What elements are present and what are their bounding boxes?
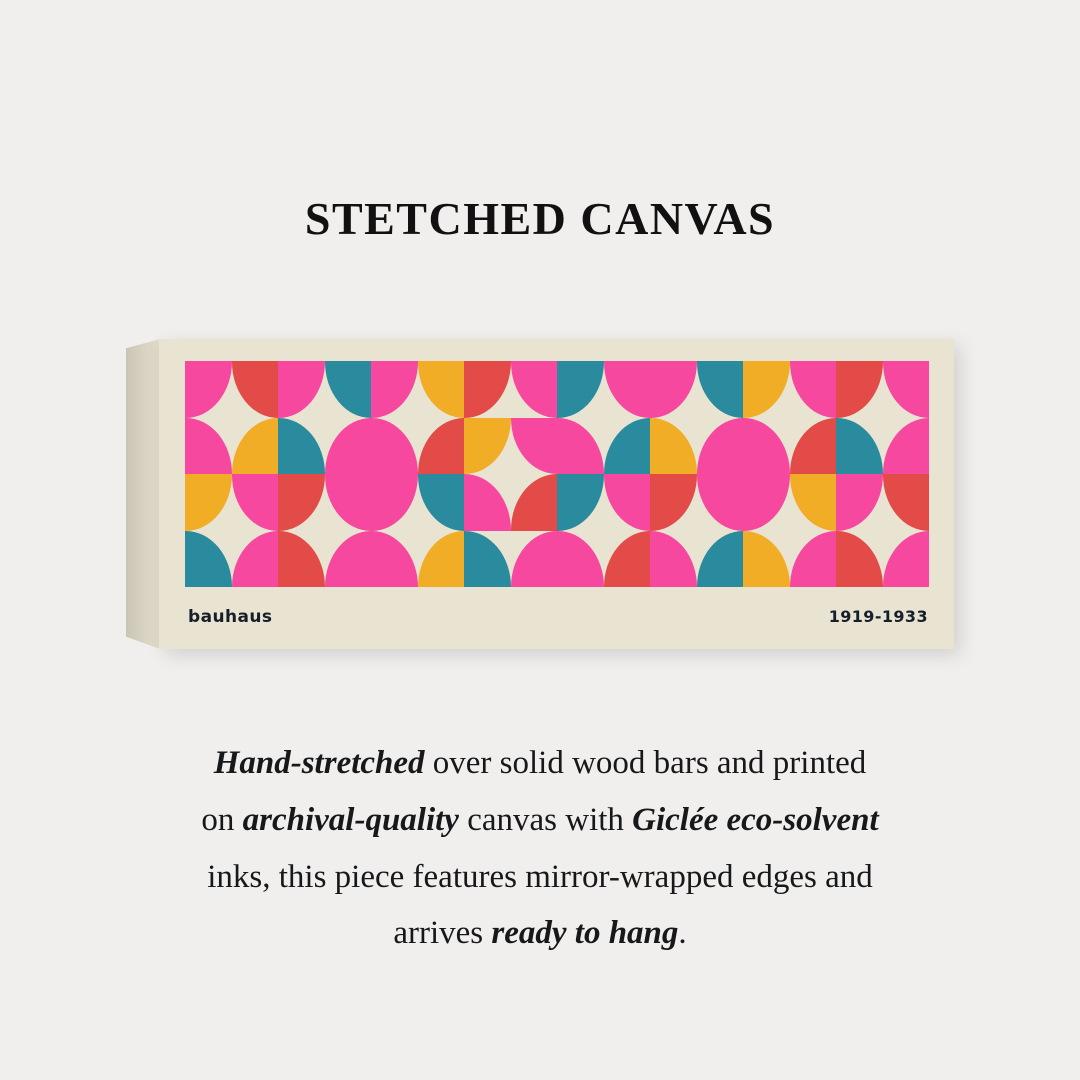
pattern-shape	[511, 361, 558, 418]
pattern-tile	[325, 474, 372, 531]
pattern-tile	[604, 531, 651, 588]
pattern-shape	[325, 531, 372, 588]
pattern-tile	[511, 531, 558, 588]
pattern-tile	[697, 474, 744, 531]
pattern-shape	[278, 474, 325, 531]
description-line2-a: on	[201, 801, 243, 838]
pattern-shape	[325, 418, 372, 475]
pattern-tile	[604, 474, 651, 531]
years-label: 1919-1933	[828, 607, 928, 626]
pattern-tile	[836, 361, 883, 418]
pattern-tile	[697, 418, 744, 475]
pattern-shape	[464, 361, 511, 418]
pattern-tile	[883, 531, 930, 588]
pattern-tile	[511, 361, 558, 418]
pattern-shape	[418, 531, 465, 588]
pattern-shape	[743, 418, 790, 475]
pattern-shape	[650, 418, 697, 475]
pattern-tile	[743, 474, 790, 531]
pattern-tile	[232, 531, 279, 588]
pattern-tile	[743, 418, 790, 475]
pattern-shape	[557, 418, 604, 475]
pattern-tile	[557, 418, 604, 475]
pattern-shape	[325, 361, 372, 418]
pattern-tile	[557, 474, 604, 531]
pattern-tile	[790, 531, 837, 588]
pattern-tile	[883, 361, 930, 418]
pattern-shape	[557, 531, 604, 588]
pattern-shape	[371, 531, 418, 588]
pattern-tile	[464, 531, 511, 588]
pattern-shape	[232, 361, 279, 418]
pattern-shape	[278, 531, 325, 588]
description-line2-emphasis2: Giclée eco-solvent	[632, 801, 879, 838]
pattern-shape	[418, 474, 465, 531]
pattern-shape	[371, 474, 418, 531]
pattern-tile	[232, 418, 279, 475]
pattern-shape	[278, 418, 325, 475]
pattern-shape	[557, 361, 604, 418]
pattern-tile	[278, 418, 325, 475]
pattern-shape	[883, 418, 930, 475]
pattern-tile	[325, 531, 372, 588]
pattern-tile	[604, 361, 651, 418]
pattern-tile	[650, 418, 697, 475]
description-line4-emphasis: ready to hang	[491, 915, 679, 952]
pattern-shape	[557, 474, 604, 531]
pattern-tile	[697, 531, 744, 588]
pattern-tile	[232, 474, 279, 531]
pattern-tile	[418, 531, 465, 588]
pattern-tile	[278, 531, 325, 588]
pattern-shape	[743, 531, 790, 588]
description-line2-emphasis: archival-quality	[242, 801, 459, 838]
pattern-tile	[278, 474, 325, 531]
pattern-shape	[511, 474, 558, 531]
pattern-shape	[883, 531, 930, 588]
pattern-tile	[650, 531, 697, 588]
pattern-tile	[325, 418, 372, 475]
pattern-tile	[464, 418, 511, 475]
pattern-shape	[232, 531, 279, 588]
pattern-tile	[557, 361, 604, 418]
description-line1-rest: over solid wood bars and printed	[424, 745, 867, 781]
description-line1-emphasis: Hand-stretched	[213, 745, 425, 781]
pattern-shape	[464, 474, 511, 531]
pattern-tile	[557, 531, 604, 588]
pattern-shape	[650, 531, 697, 588]
pattern-shape	[697, 418, 744, 475]
pattern-tile	[185, 531, 232, 588]
pattern-tile	[185, 361, 232, 418]
pattern-tile	[418, 418, 465, 475]
pattern-shape	[371, 361, 418, 418]
description-line2-c: canvas with	[458, 801, 633, 838]
pattern-shape	[790, 531, 837, 588]
pattern-shape	[604, 418, 651, 475]
pattern-shape	[232, 418, 279, 475]
pattern-tile	[371, 361, 418, 418]
canvas-side-edge	[126, 339, 160, 649]
pattern-tile	[464, 361, 511, 418]
pattern-shape	[464, 418, 511, 475]
pattern-shape	[185, 474, 232, 531]
pattern-shape	[790, 361, 837, 418]
pattern-shape	[836, 361, 883, 418]
pattern-shape	[278, 361, 325, 418]
canvas-artwork	[126, 339, 954, 649]
pattern-shape	[185, 418, 232, 475]
pattern-shape	[418, 361, 465, 418]
pattern-shape	[836, 531, 883, 588]
pattern-shape	[743, 361, 790, 418]
pattern-tile	[464, 474, 511, 531]
pattern-shape	[790, 418, 837, 475]
pattern-shape	[650, 361, 697, 418]
pattern-tile	[883, 474, 930, 531]
product-description	[90, 735, 990, 962]
pattern-shape	[743, 474, 790, 531]
pattern-shape	[511, 418, 558, 475]
pattern-tile	[278, 361, 325, 418]
pattern-shape	[883, 361, 930, 418]
pattern-tile	[836, 531, 883, 588]
pattern-tile	[650, 474, 697, 531]
pattern-tile	[325, 361, 372, 418]
pattern-tile	[604, 418, 651, 475]
pattern-tile	[790, 418, 837, 475]
pattern-tile	[697, 361, 744, 418]
description-line3: inks, this piece features mirror-wrapped edges and	[207, 858, 873, 895]
pattern-tile	[836, 418, 883, 475]
pattern-shape	[232, 474, 279, 531]
pattern-shape	[185, 361, 232, 418]
pattern-shape	[650, 474, 697, 531]
canvas-front-face	[159, 339, 954, 649]
pattern-tile	[371, 474, 418, 531]
pattern-tile	[371, 418, 418, 475]
pattern-shape	[185, 531, 232, 588]
pattern-tile	[650, 361, 697, 418]
pattern-shape	[836, 474, 883, 531]
pattern-shape	[464, 531, 511, 588]
pattern-shape	[604, 361, 651, 418]
pattern-tile	[418, 474, 465, 531]
description-line4-a: arrives	[393, 915, 492, 952]
pattern-tile	[743, 531, 790, 588]
pattern-tile	[790, 361, 837, 418]
pattern-tile	[418, 361, 465, 418]
pattern-tile	[511, 474, 558, 531]
pattern-shape	[511, 531, 558, 588]
pattern-tile	[511, 418, 558, 475]
pattern-tile	[185, 418, 232, 475]
pattern-tile	[743, 361, 790, 418]
pattern-shape	[604, 531, 651, 588]
pattern-shape	[697, 361, 744, 418]
pattern-shape	[697, 474, 744, 531]
pattern-shape	[604, 474, 651, 531]
pattern-tile	[185, 474, 232, 531]
pattern-shape	[790, 474, 837, 531]
pattern-tile	[790, 474, 837, 531]
pattern-shape	[325, 474, 372, 531]
pattern-tile	[883, 418, 930, 475]
page-title: STETCHED CANVAS	[304, 193, 776, 244]
description-line4-c: .	[678, 915, 687, 952]
pattern-shape	[836, 418, 883, 475]
pattern-shape	[697, 531, 744, 588]
pattern-tile	[371, 531, 418, 588]
pattern-shape	[371, 418, 418, 475]
pattern-shape	[418, 418, 465, 475]
bauhaus-pattern	[185, 361, 929, 587]
pattern-shape	[883, 474, 930, 531]
brand-label: bauhaus	[188, 607, 273, 627]
pattern-tile	[836, 474, 883, 531]
pattern-tile	[232, 361, 279, 418]
